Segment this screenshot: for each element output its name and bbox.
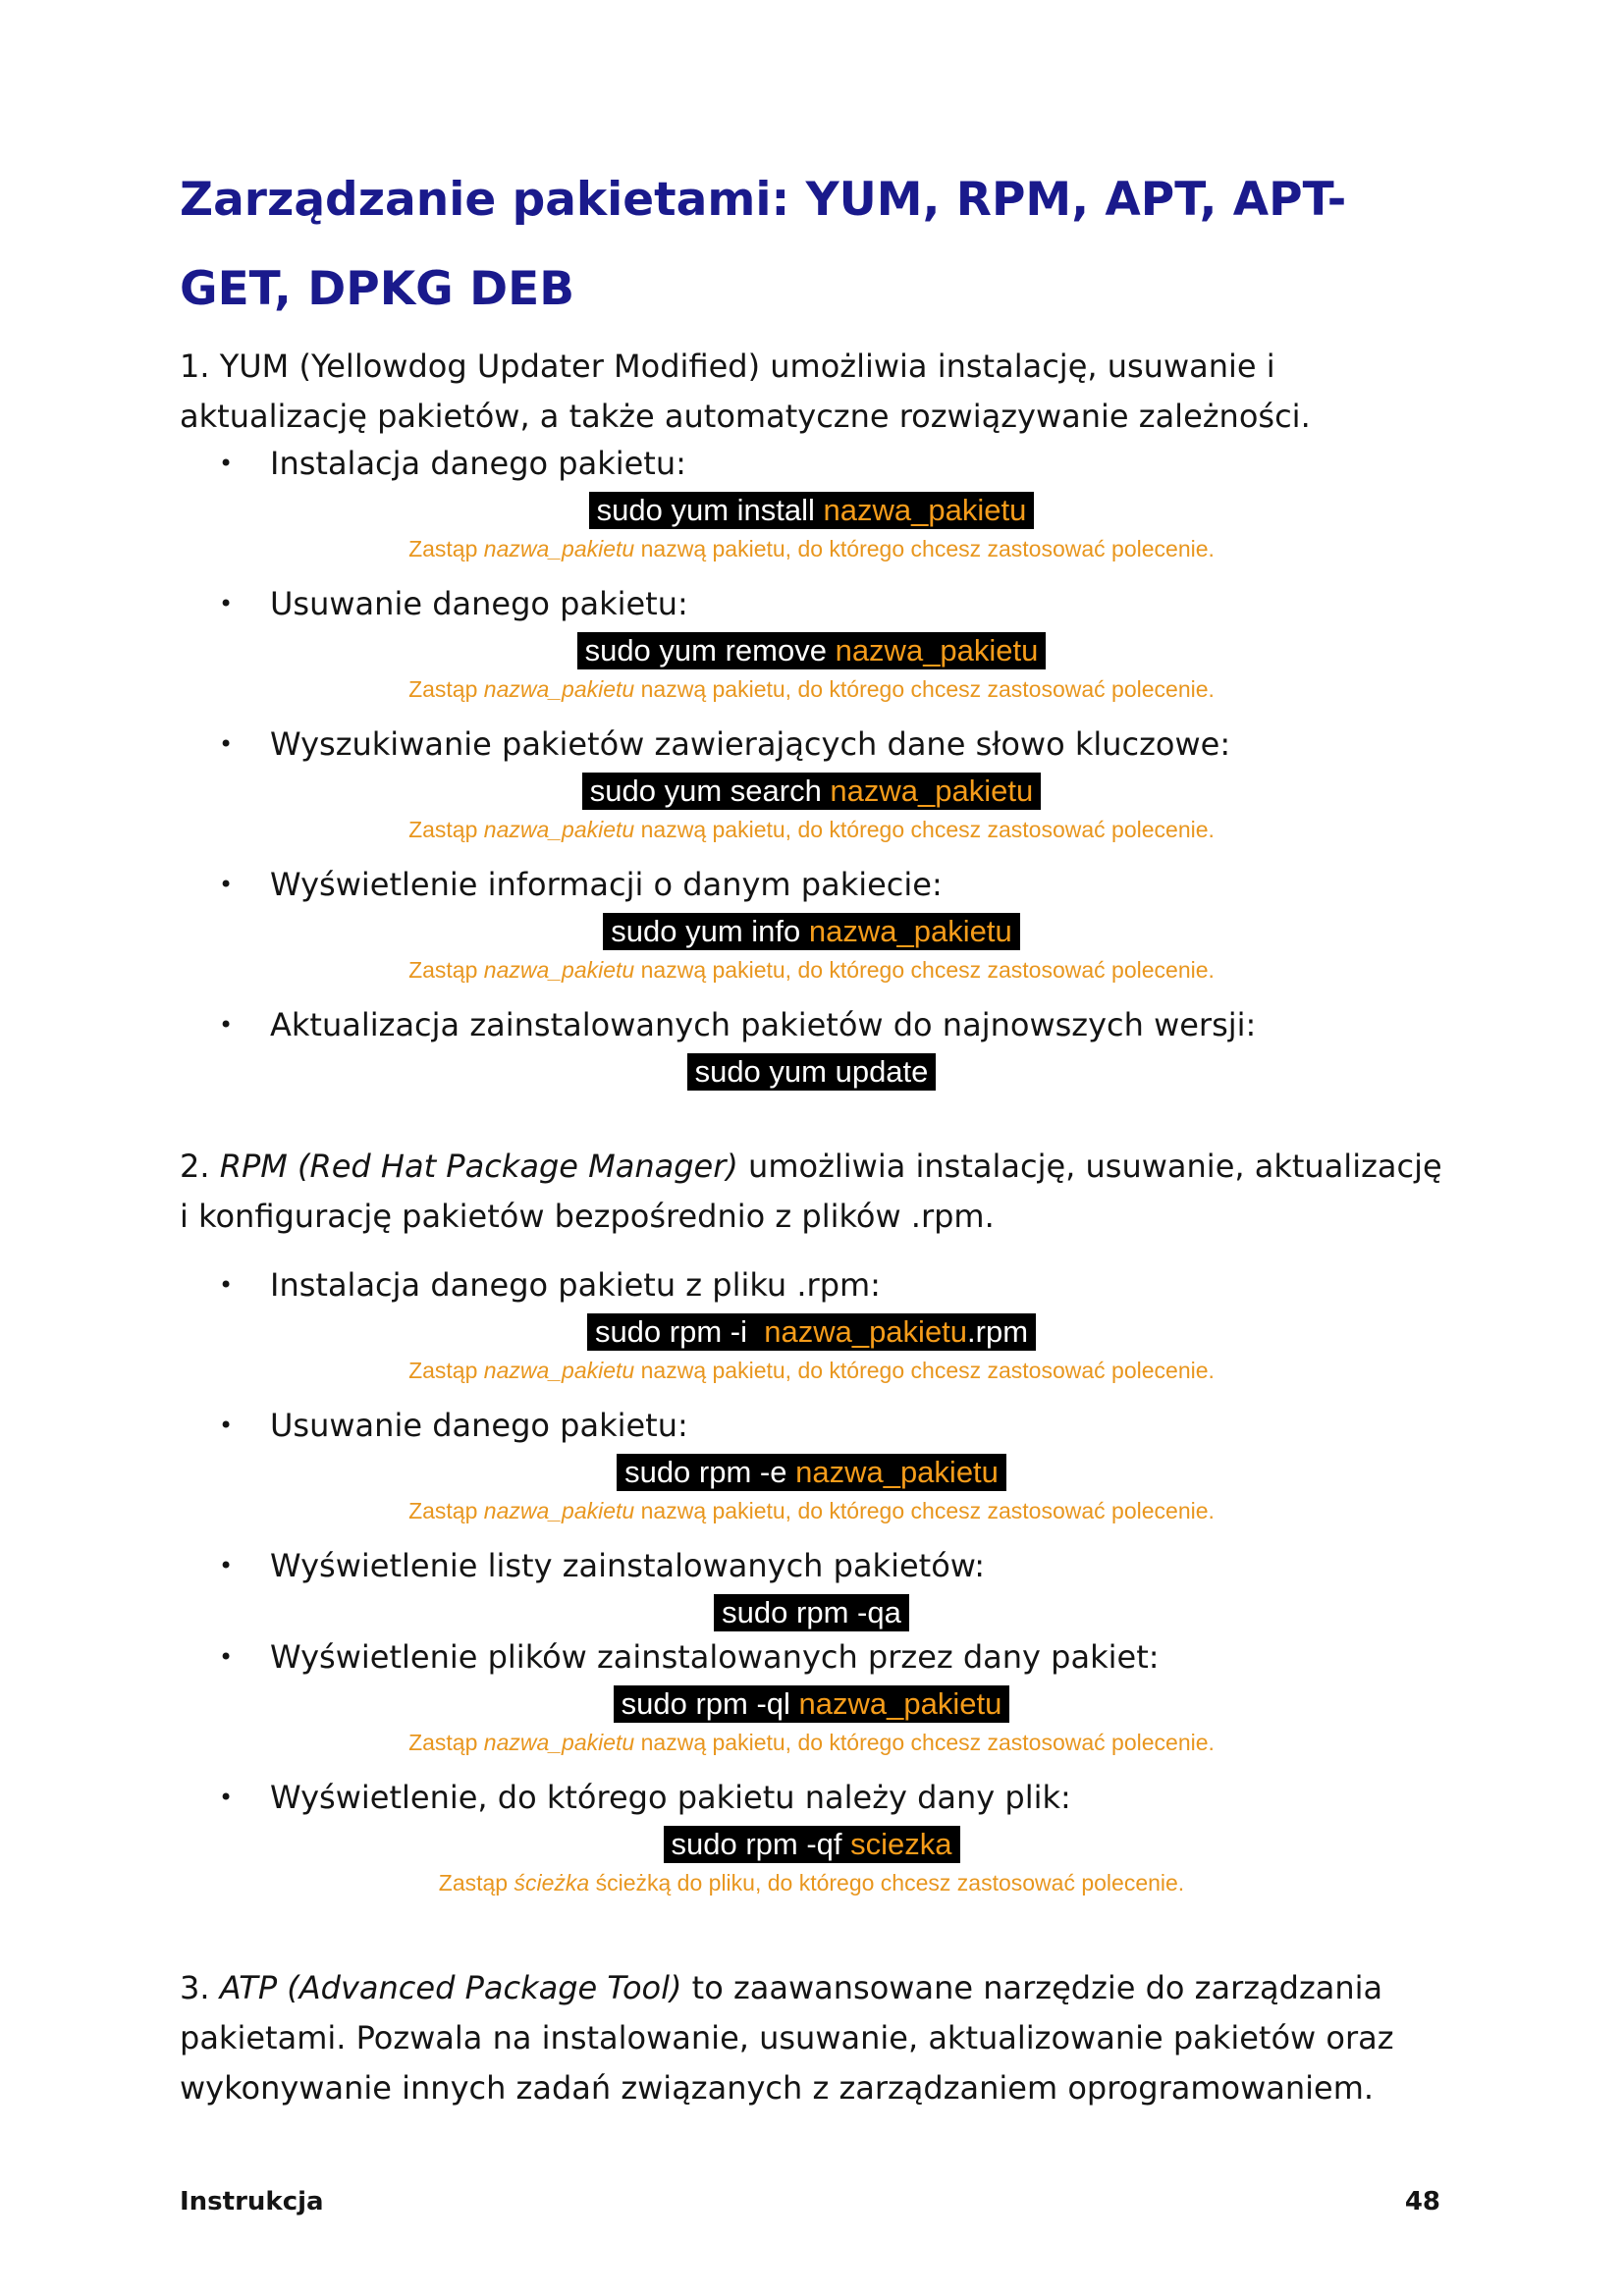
command-code: sudo yum info nazwa_pakietu bbox=[603, 913, 1019, 950]
bullet-icon: • bbox=[219, 1271, 234, 1299]
bullet-label: Wyświetlenie, do którego pakietu należy dany plik: bbox=[270, 1779, 1071, 1816]
replace-note: Zastąp nazwa_pakietu nazwą pakietu, do którego chcesz zastosować polecenie. bbox=[408, 817, 1215, 842]
command-row bbox=[0, 1826, 1623, 1863]
command-row bbox=[0, 492, 1623, 529]
bullet-icon: • bbox=[219, 1552, 234, 1579]
command-row bbox=[0, 1313, 1623, 1351]
bullet-item bbox=[219, 865, 943, 904]
bullet-icon: • bbox=[219, 590, 234, 617]
bullet-item bbox=[219, 1637, 1160, 1677]
command-row bbox=[0, 1053, 1623, 1091]
command-row bbox=[0, 773, 1623, 810]
bullet-item bbox=[219, 724, 1231, 764]
command-row bbox=[0, 1454, 1623, 1491]
bullet-item bbox=[219, 584, 688, 623]
bullet-label: Wyświetlenie listy zainstalowanych pakietów: bbox=[270, 1547, 985, 1584]
replace-note: Zastąp nazwa_pakietu nazwą pakietu, do którego chcesz zastosować polecenie. bbox=[408, 536, 1215, 561]
command-code: sudo yum search nazwa_pakietu bbox=[582, 773, 1042, 810]
bullet-label: Usuwanie danego pakietu: bbox=[270, 585, 688, 622]
bullet-item bbox=[219, 1005, 1257, 1044]
bullet-label: Instalacja danego pakietu z pliku .rpm: bbox=[270, 1266, 881, 1304]
section-1-intro: 1. YUM (Yellowdog Updater Modified) umożliwia instalację, usuwanie i aktualizację pakietów, a także automatyczne rozwiązywanie zależności. bbox=[180, 347, 1311, 435]
command-row bbox=[0, 1685, 1623, 1723]
bullet-icon: • bbox=[219, 730, 234, 758]
bullet-item bbox=[219, 1265, 881, 1305]
bullet-icon: • bbox=[219, 1784, 234, 1811]
command-code: sudo rpm -qf sciezka bbox=[664, 1826, 960, 1863]
command-code: sudo rpm -e nazwa_pakietu bbox=[617, 1454, 1006, 1491]
command-row bbox=[0, 1594, 1623, 1631]
bullet-icon: • bbox=[219, 1643, 234, 1671]
command-row bbox=[0, 632, 1623, 669]
bullet-item bbox=[219, 1406, 688, 1445]
bullet-icon: • bbox=[219, 450, 234, 477]
bullet-item bbox=[219, 444, 686, 483]
command-code: sudo yum remove nazwa_pakietu bbox=[577, 632, 1047, 669]
command-code: sudo rpm -ql nazwa_pakietu bbox=[614, 1685, 1010, 1723]
command-code: sudo rpm -i nazwa_pakietu.rpm bbox=[587, 1313, 1036, 1351]
page-number: 48 bbox=[1404, 2187, 1440, 2216]
command-code: sudo yum update bbox=[687, 1053, 937, 1091]
replace-note: Zastąp nazwa_pakietu nazwą pakietu, do którego chcesz zastosować polecenie. bbox=[408, 1358, 1215, 1383]
command-code: sudo yum install nazwa_pakietu bbox=[589, 492, 1035, 529]
bullet-label: Instalacja danego pakietu: bbox=[270, 445, 686, 482]
replace-note: Zastąp nazwa_pakietu nazwą pakietu, do którego chcesz zastosować polecenie. bbox=[408, 957, 1215, 983]
bullet-label: Usuwanie danego pakietu: bbox=[270, 1407, 688, 1444]
section-2-intro: 2. RPM (Red Hat Package Manager) umożliwia instalację, usuwanie, aktualizację i konfigurację pakietów bezpośrednio z plików .rpm. bbox=[180, 1148, 1442, 1235]
bullet-icon: • bbox=[219, 1011, 234, 1039]
bullet-label: Wyświetlenie plików zainstalowanych przez dany pakiet: bbox=[270, 1638, 1160, 1676]
command-row bbox=[0, 913, 1623, 950]
command-code: sudo rpm -qa bbox=[714, 1594, 909, 1631]
bullet-label: Wyświetlenie informacji o danym pakiecie: bbox=[270, 866, 943, 903]
replace-note-path: Zastąp ścieżka ścieżką do pliku, do którego chcesz zastosować polecenie. bbox=[438, 1870, 1185, 1896]
bullet-icon: • bbox=[219, 1412, 234, 1439]
bullet-item bbox=[219, 1546, 985, 1585]
replace-note: Zastąp nazwa_pakietu nazwą pakietu, do którego chcesz zastosować polecenie. bbox=[408, 676, 1215, 702]
replace-note: Zastąp nazwa_pakietu nazwą pakietu, do którego chcesz zastosować polecenie. bbox=[408, 1730, 1215, 1755]
footer-label: Instrukcja bbox=[180, 2187, 324, 2216]
bullet-label: Aktualizacja zainstalowanych pakietów do najnowszych wersji: bbox=[270, 1006, 1257, 1043]
bullet-icon: • bbox=[219, 871, 234, 898]
replace-note: Zastąp nazwa_pakietu nazwą pakietu, do którego chcesz zastosować polecenie. bbox=[408, 1498, 1215, 1523]
bullet-label: Wyszukiwanie pakietów zawierających dane słowo kluczowe: bbox=[270, 725, 1231, 763]
section-3-intro: 3. ATP (Advanced Package Tool) to zaawansowane narzędzie do zarządzania pakietami. Pozwala na instalowanie, usuwanie, aktualizowanie pakietów oraz wykonywanie innych zadań związanych z zarządzaniem oprogramowaniem. bbox=[180, 1969, 1394, 2107]
bullet-item bbox=[219, 1778, 1071, 1817]
page-title: Zarządzanie pakietami: YUM, RPM, APT, APT-GET, DPKG DEB bbox=[180, 173, 1347, 316]
